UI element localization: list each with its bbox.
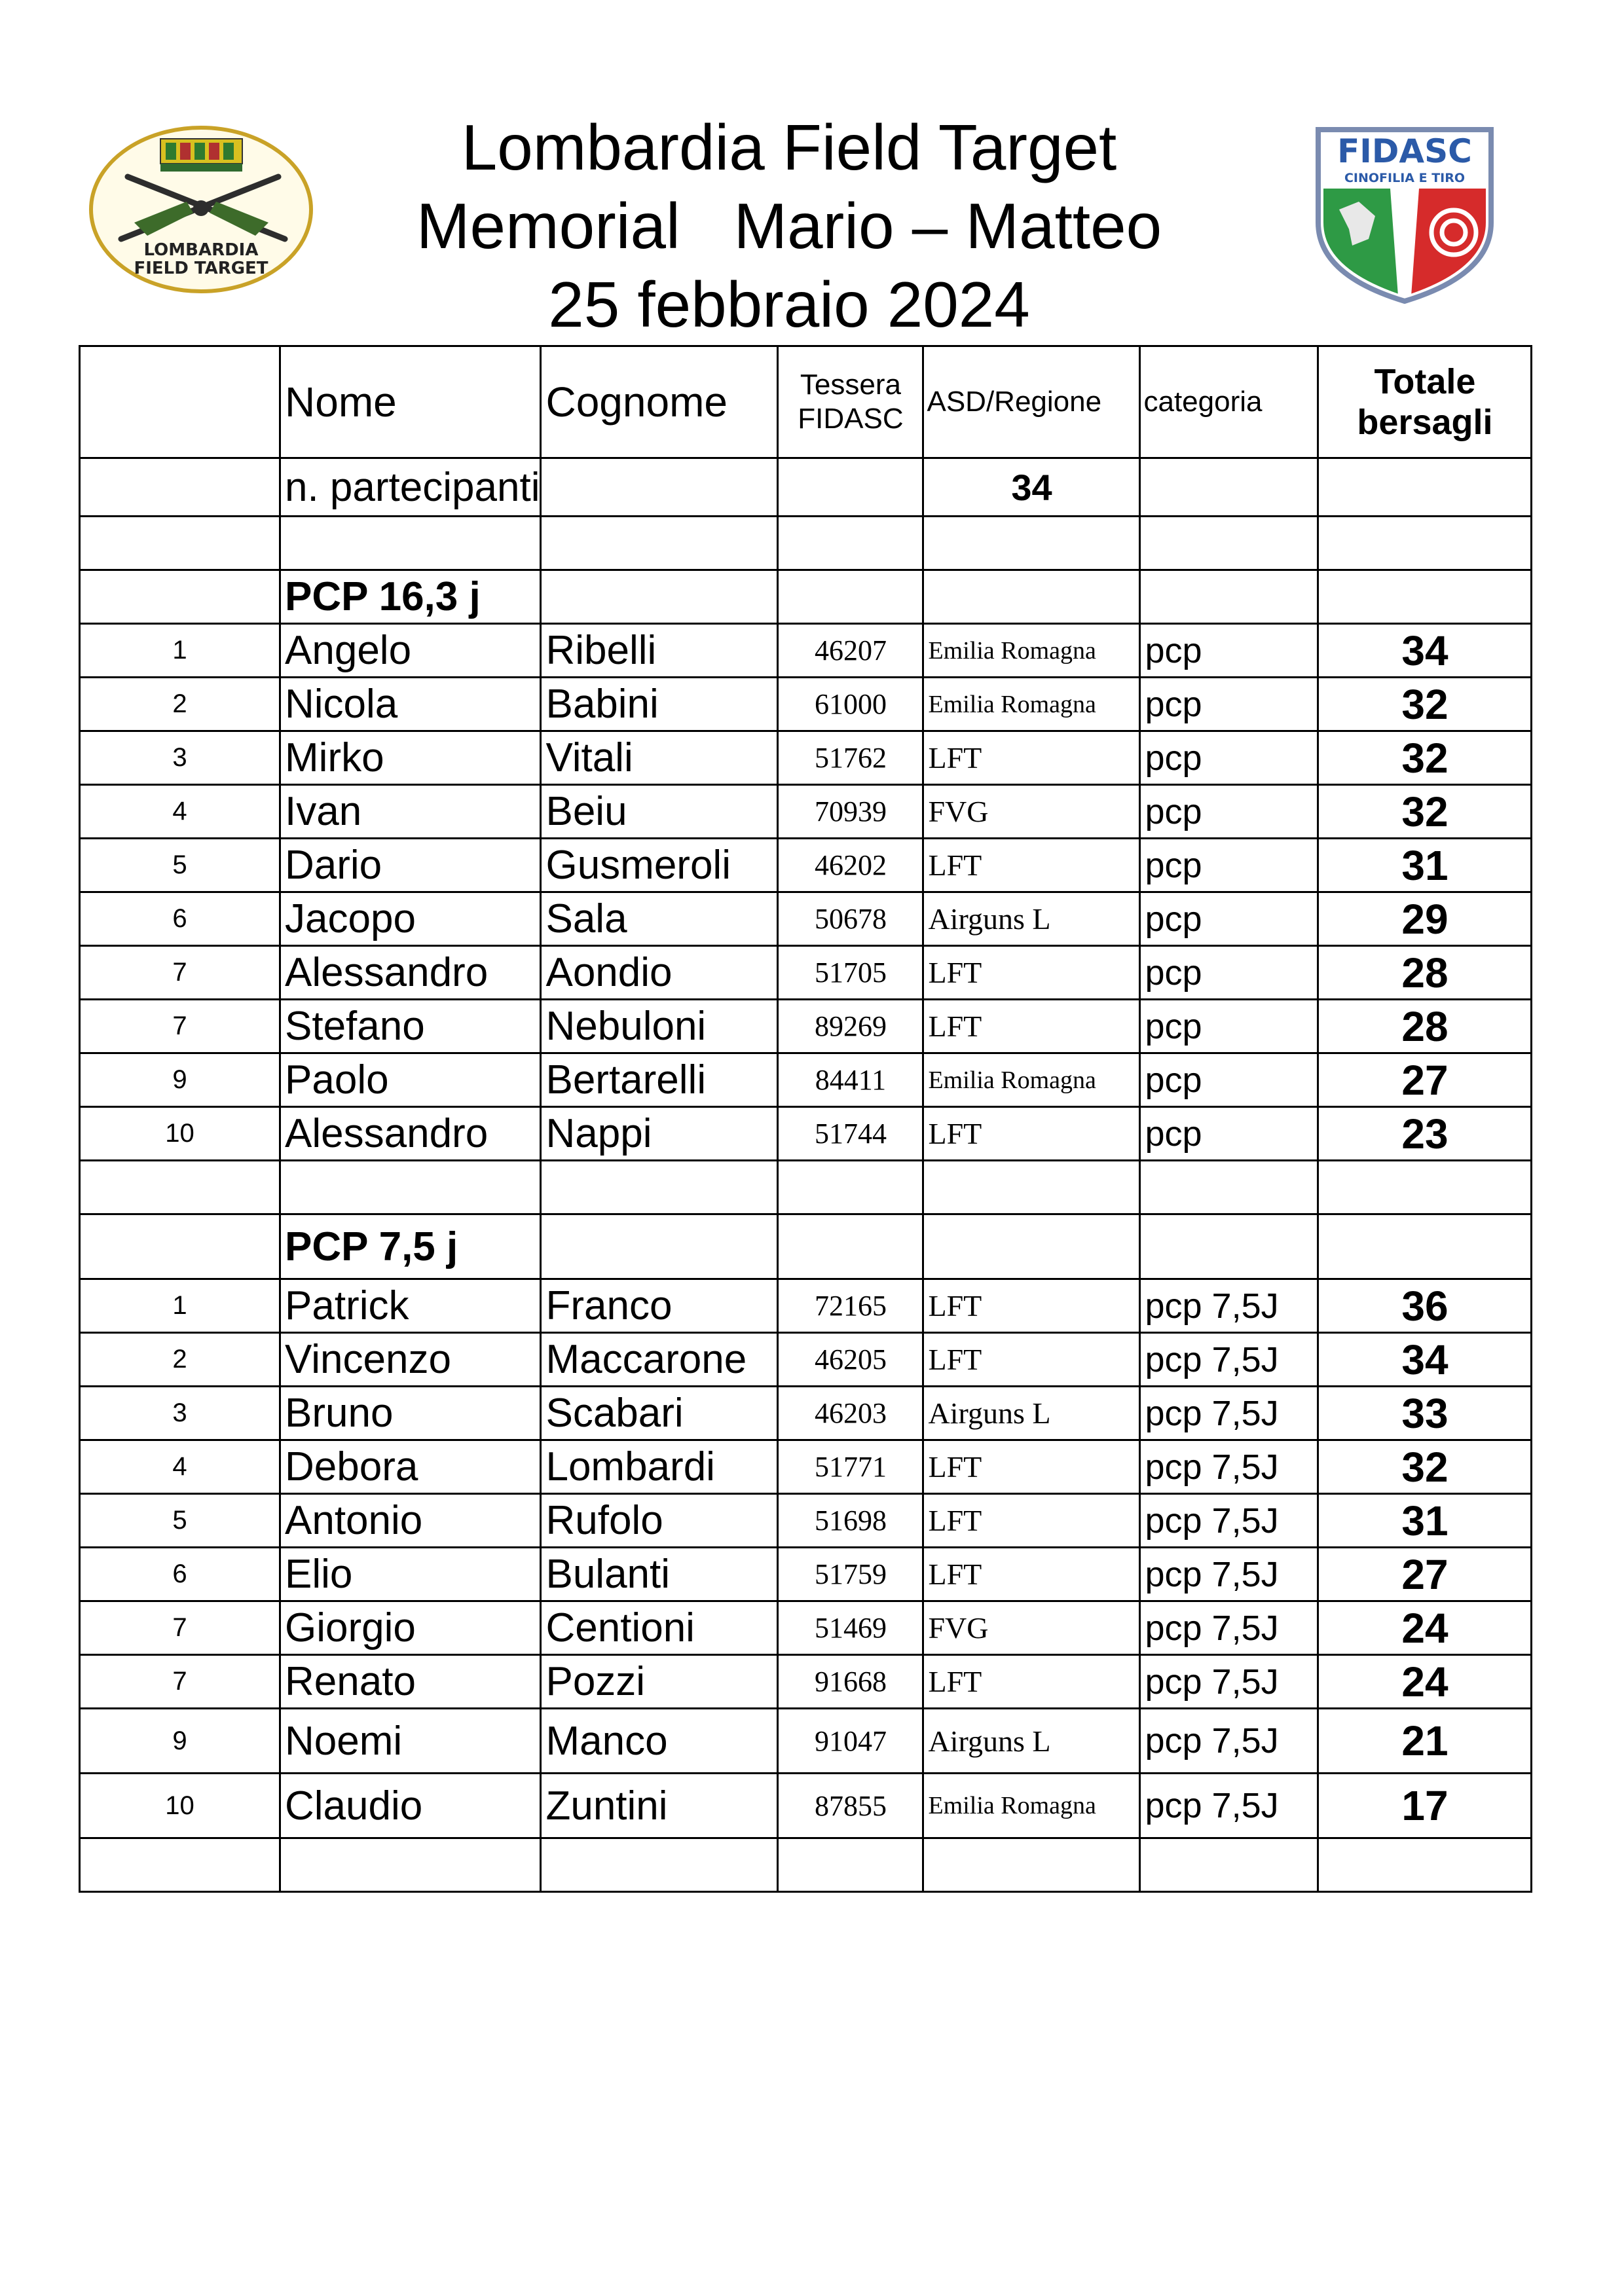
asd-cell: Airguns L <box>923 892 1140 946</box>
logo-left-line2: FIELD TARGET <box>134 259 268 278</box>
nome-cell: Alessandro <box>280 946 541 1000</box>
categoria-cell: pcp <box>1140 839 1318 892</box>
cognome-cell: Rufolo <box>541 1494 778 1548</box>
nome-cell: Ivan <box>280 785 541 839</box>
cognome-cell: Centioni <box>541 1601 778 1655</box>
empty-cell <box>280 1161 541 1214</box>
table-row <box>80 1709 1532 1774</box>
asd-cell: FVG <box>923 1601 1140 1655</box>
tessera-cell: 84411 <box>778 1053 923 1107</box>
empty-cell <box>778 458 923 517</box>
tessera-cell: 51705 <box>778 946 923 1000</box>
cognome-cell: Pozzi <box>541 1655 778 1709</box>
totale-cell: 32 <box>1318 785 1532 839</box>
totale-cell: 28 <box>1318 1000 1532 1053</box>
empty-cell <box>1318 1838 1532 1892</box>
table-row <box>80 1053 1532 1107</box>
participants-label: n. partecipanti <box>280 458 541 517</box>
nome-cell: Debora <box>280 1440 541 1494</box>
cognome-cell: Ribelli <box>541 624 778 678</box>
tessera-cell: 51744 <box>778 1107 923 1161</box>
rank-cell: 3 <box>80 1387 280 1440</box>
tessera-cell: 61000 <box>778 678 923 731</box>
tessera-cell: 46205 <box>778 1333 923 1387</box>
logo-right-title: FIDASC <box>1337 132 1472 170</box>
asd-cell: LFT <box>923 1548 1140 1601</box>
asd-cell: Emilia Romagna <box>923 1774 1140 1838</box>
nome-cell: Claudio <box>280 1774 541 1838</box>
cognome-cell: Vitali <box>541 731 778 785</box>
categoria-cell: pcp <box>1140 678 1318 731</box>
table-row <box>80 1000 1532 1053</box>
asd-cell: LFT <box>923 1655 1140 1709</box>
nome-cell: Renato <box>280 1655 541 1709</box>
nome-cell: Patrick <box>280 1279 541 1333</box>
empty-cell <box>1140 458 1318 517</box>
totale-cell: 34 <box>1318 1333 1532 1387</box>
rank-cell: 4 <box>80 1440 280 1494</box>
rank-cell: 9 <box>80 1709 280 1774</box>
rank-cell: 5 <box>80 839 280 892</box>
empty-cell <box>541 1161 778 1214</box>
asd-cell: LFT <box>923 839 1140 892</box>
header-totale <box>1318 346 1532 458</box>
participants-row <box>80 458 1532 517</box>
title-line-1: Lombardia Field Target <box>461 111 1117 183</box>
nome-cell: Angelo <box>280 624 541 678</box>
tessera-cell: 51698 <box>778 1494 923 1548</box>
empty-cell <box>923 1838 1140 1892</box>
cognome-cell: Nebuloni <box>541 1000 778 1053</box>
table-row <box>80 1548 1532 1601</box>
empty-cell <box>280 517 541 570</box>
nome-cell: Antonio <box>280 1494 541 1548</box>
empty-cell <box>541 1214 778 1279</box>
table-row <box>80 731 1532 785</box>
rank-cell: 9 <box>80 1053 280 1107</box>
tessera-cell: 51762 <box>778 731 923 785</box>
cognome-cell: Bulanti <box>541 1548 778 1601</box>
section-title: PCP 7,5 j <box>280 1214 541 1279</box>
nome-cell: Vincenzo <box>280 1333 541 1387</box>
tessera-cell: 89269 <box>778 1000 923 1053</box>
rank-cell: 5 <box>80 1494 280 1548</box>
empty-cell <box>541 517 778 570</box>
empty-cell <box>778 1161 923 1214</box>
title-line-3: 25 febbraio 2024 <box>548 268 1030 340</box>
tessera-cell: 51469 <box>778 1601 923 1655</box>
table-row <box>80 1107 1532 1161</box>
header-tessera-line2: FIDASC <box>798 403 904 435</box>
totale-cell: 32 <box>1318 678 1532 731</box>
empty-cell <box>80 517 280 570</box>
table-row <box>80 946 1532 1000</box>
categoria-cell: pcp 7,5J <box>1140 1709 1318 1774</box>
nome-cell: Jacopo <box>280 892 541 946</box>
cognome-cell: Scabari <box>541 1387 778 1440</box>
asd-cell: LFT <box>923 1000 1140 1053</box>
categoria-cell: pcp 7,5J <box>1140 1333 1318 1387</box>
table-row <box>80 1333 1532 1387</box>
empty-row <box>80 517 1532 570</box>
rank-cell: 6 <box>80 892 280 946</box>
totale-cell: 36 <box>1318 1279 1532 1333</box>
table-row <box>80 678 1532 731</box>
empty-cell <box>1140 570 1318 624</box>
asd-cell: LFT <box>923 1279 1140 1333</box>
asd-cell: Emilia Romagna <box>923 624 1140 678</box>
table-row <box>80 839 1532 892</box>
results-table <box>79 345 1532 1893</box>
table-row <box>80 1440 1532 1494</box>
table-row <box>80 1387 1532 1440</box>
empty-cell <box>80 570 280 624</box>
header-asd: ASD/Regione <box>923 346 1140 458</box>
rank-cell: 7 <box>80 1601 280 1655</box>
categoria-cell: pcp <box>1140 731 1318 785</box>
totale-cell: 23 <box>1318 1107 1532 1161</box>
totale-cell: 31 <box>1318 839 1532 892</box>
asd-cell: LFT <box>923 1494 1140 1548</box>
table-row <box>80 1655 1532 1709</box>
categoria-cell: pcp <box>1140 1107 1318 1161</box>
categoria-cell: pcp <box>1140 1000 1318 1053</box>
cognome-cell: Sala <box>541 892 778 946</box>
cognome-cell: Gusmeroli <box>541 839 778 892</box>
cognome-cell: Bertarelli <box>541 1053 778 1107</box>
section-header-row <box>80 1214 1532 1279</box>
empty-row <box>80 1161 1532 1214</box>
tessera-cell: 51771 <box>778 1440 923 1494</box>
cognome-cell: Babini <box>541 678 778 731</box>
header-categoria: categoria <box>1140 346 1318 458</box>
totale-cell: 24 <box>1318 1601 1532 1655</box>
cognome-cell: Maccarone <box>541 1333 778 1387</box>
table-row <box>80 1279 1532 1333</box>
categoria-cell: pcp 7,5J <box>1140 1601 1318 1655</box>
rank-cell: 6 <box>80 1548 280 1601</box>
nome-cell: Dario <box>280 839 541 892</box>
empty-cell <box>778 1214 923 1279</box>
rank-cell: 3 <box>80 731 280 785</box>
table-row <box>80 892 1532 946</box>
categoria-cell: pcp <box>1140 624 1318 678</box>
categoria-cell: pcp <box>1140 946 1318 1000</box>
title-line-2: Memorial Mario – Matteo <box>416 190 1162 262</box>
empty-cell <box>1140 1161 1318 1214</box>
empty-cell <box>778 1838 923 1892</box>
page-title <box>314 108 1264 344</box>
asd-cell: LFT <box>923 946 1140 1000</box>
nome-cell: Stefano <box>280 1000 541 1053</box>
rank-cell: 7 <box>80 946 280 1000</box>
asd-cell: LFT <box>923 1107 1140 1161</box>
header-tessera-line1: Tessera <box>800 369 901 401</box>
totale-cell: 27 <box>1318 1053 1532 1107</box>
header-rank-cell <box>80 346 280 458</box>
empty-cell <box>1140 517 1318 570</box>
categoria-cell: pcp <box>1140 892 1318 946</box>
empty-cell <box>80 1214 280 1279</box>
rank-cell: 4 <box>80 785 280 839</box>
empty-cell <box>778 517 923 570</box>
empty-cell <box>1318 517 1532 570</box>
totale-cell: 31 <box>1318 1494 1532 1548</box>
table-row <box>80 1601 1532 1655</box>
totale-cell: 21 <box>1318 1709 1532 1774</box>
totale-cell: 32 <box>1318 731 1532 785</box>
header-nome: Nome <box>280 346 541 458</box>
empty-cell <box>541 570 778 624</box>
tessera-cell: 87855 <box>778 1774 923 1838</box>
tessera-cell: 91047 <box>778 1709 923 1774</box>
header-cognome: Cognome <box>541 346 778 458</box>
table-row <box>80 624 1532 678</box>
categoria-cell: pcp 7,5J <box>1140 1655 1318 1709</box>
empty-cell <box>923 1214 1140 1279</box>
rank-cell: 10 <box>80 1774 280 1838</box>
nome-cell: Paolo <box>280 1053 541 1107</box>
tessera-cell: 70939 <box>778 785 923 839</box>
empty-cell <box>80 458 280 517</box>
empty-cell <box>1318 1214 1532 1279</box>
empty-cell <box>923 1161 1140 1214</box>
categoria-cell: pcp 7,5J <box>1140 1548 1318 1601</box>
empty-cell <box>778 570 923 624</box>
totale-cell: 28 <box>1318 946 1532 1000</box>
tessera-cell: 51759 <box>778 1548 923 1601</box>
rank-cell: 1 <box>80 1279 280 1333</box>
tessera-cell: 50678 <box>778 892 923 946</box>
fidasc-logo <box>1313 124 1496 304</box>
totale-cell: 17 <box>1318 1774 1532 1838</box>
asd-cell: LFT <box>923 731 1140 785</box>
table-row <box>80 785 1532 839</box>
tessera-cell: 46207 <box>778 624 923 678</box>
cognome-cell: Aondio <box>541 946 778 1000</box>
nome-cell: Giorgio <box>280 1601 541 1655</box>
cognome-cell: Franco <box>541 1279 778 1333</box>
rank-cell: 2 <box>80 1333 280 1387</box>
empty-cell <box>923 517 1140 570</box>
tessera-cell: 91668 <box>778 1655 923 1709</box>
asd-cell: Emilia Romagna <box>923 1053 1140 1107</box>
empty-cell <box>80 1838 280 1892</box>
nome-cell: Elio <box>280 1548 541 1601</box>
table-row <box>80 1494 1532 1548</box>
asd-cell: Emilia Romagna <box>923 678 1140 731</box>
nome-cell: Noemi <box>280 1709 541 1774</box>
rank-cell: 2 <box>80 678 280 731</box>
categoria-cell: pcp 7,5J <box>1140 1387 1318 1440</box>
categoria-cell: pcp <box>1140 1053 1318 1107</box>
empty-cell <box>280 1838 541 1892</box>
logo-right-subtitle: CINOFILIA E TIRO <box>1344 171 1466 185</box>
empty-cell <box>923 570 1140 624</box>
cognome-cell: Nappi <box>541 1107 778 1161</box>
categoria-cell: pcp 7,5J <box>1140 1440 1318 1494</box>
logo-left-line1: LOMBARDIA <box>143 240 259 260</box>
totale-cell: 34 <box>1318 624 1532 678</box>
header-totale-line1: Totale <box>1374 362 1476 401</box>
section-title: PCP 16,3 j <box>280 570 541 624</box>
categoria-cell: pcp 7,5J <box>1140 1279 1318 1333</box>
tessera-cell: 46203 <box>778 1387 923 1440</box>
cognome-cell: Beiu <box>541 785 778 839</box>
totale-cell: 32 <box>1318 1440 1532 1494</box>
tessera-cell: 72165 <box>778 1279 923 1333</box>
empty-cell <box>541 458 778 517</box>
nome-cell: Alessandro <box>280 1107 541 1161</box>
table-row <box>80 1774 1532 1838</box>
lombardia-field-target-logo <box>88 124 314 295</box>
cognome-cell: Manco <box>541 1709 778 1774</box>
totale-cell: 27 <box>1318 1548 1532 1601</box>
nome-cell: Mirko <box>280 731 541 785</box>
categoria-cell: pcp <box>1140 785 1318 839</box>
asd-cell: LFT <box>923 1440 1140 1494</box>
empty-cell <box>541 1838 778 1892</box>
rank-cell: 7 <box>80 1655 280 1709</box>
tessera-cell: 46202 <box>778 839 923 892</box>
categoria-cell: pcp 7,5J <box>1140 1774 1318 1838</box>
empty-cell <box>1140 1838 1318 1892</box>
empty-cell <box>80 1161 280 1214</box>
asd-cell: Airguns L <box>923 1709 1140 1774</box>
section-header-row <box>80 570 1532 624</box>
rank-cell: 10 <box>80 1107 280 1161</box>
header-totale-line2: bersagli <box>1357 403 1493 442</box>
totale-cell: 24 <box>1318 1655 1532 1709</box>
participants-count: 34 <box>923 458 1140 517</box>
header-tessera <box>778 346 923 458</box>
rank-cell: 7 <box>80 1000 280 1053</box>
asd-cell: LFT <box>923 1333 1140 1387</box>
asd-cell: FVG <box>923 785 1140 839</box>
totale-cell: 29 <box>1318 892 1532 946</box>
totale-cell: 33 <box>1318 1387 1532 1440</box>
nome-cell: Bruno <box>280 1387 541 1440</box>
table-header-row <box>80 346 1532 458</box>
empty-cell <box>1140 1214 1318 1279</box>
empty-row <box>80 1838 1532 1892</box>
cognome-cell: Zuntini <box>541 1774 778 1838</box>
empty-cell <box>1318 1161 1532 1214</box>
empty-cell <box>1318 570 1532 624</box>
nome-cell: Nicola <box>280 678 541 731</box>
categoria-cell: pcp 7,5J <box>1140 1494 1318 1548</box>
cognome-cell: Lombardi <box>541 1440 778 1494</box>
rank-cell: 1 <box>80 624 280 678</box>
asd-cell: Airguns L <box>923 1387 1140 1440</box>
empty-cell <box>1318 458 1532 517</box>
